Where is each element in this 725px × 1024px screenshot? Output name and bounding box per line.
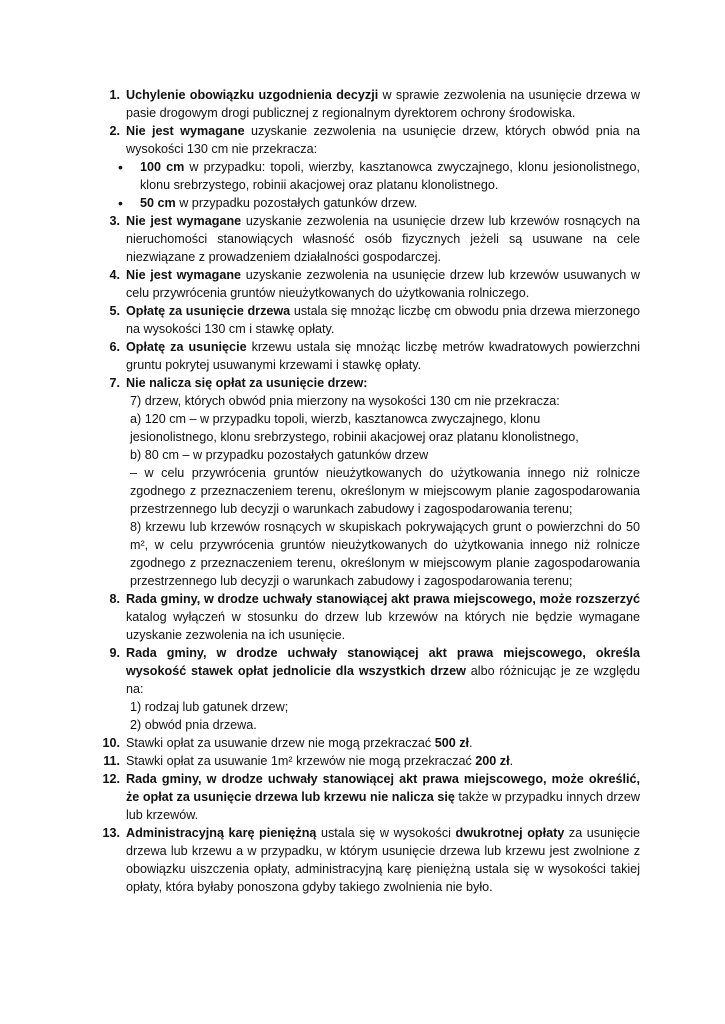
item-bold-text: Uchylenie obowiązku uzgodnienia decyzji	[126, 88, 379, 102]
item-number: 10.	[102, 736, 120, 750]
item-bold-text: Rada gminy, w drodze uchwały stanowiącej akt prawa miejscowego, może określić, że opłat za usunięcie drzewa lub krzewu nie nalicza się	[126, 772, 640, 804]
list-item-7	[92, 374, 640, 392]
bullet-item	[92, 194, 640, 212]
bullet-icon: •	[118, 195, 123, 211]
bullet-bold-text: 50 cm	[140, 196, 176, 210]
item-bold-text: Rada gminy, w drodze uchwały stanowiącej akt prawa miejscowego, określa wysokość stawek opłat jednolicie dla wszystkich drzew	[126, 646, 640, 678]
item-text: uzyskanie zezwolenia na usunięcie drzew lub krzewów rosnących na nieruchomości stanowiących własność osób fizycznych jeżeli są usuwane na cele niezwiązane z prowadzeniem działalności gospodarczej.	[126, 214, 640, 264]
bullet-item	[92, 158, 640, 194]
item-number: 5.	[109, 304, 120, 318]
item-bold-text: Administracyjną karę pieniężną	[126, 826, 317, 840]
item-text: Stawki opłat za usuwanie drzew nie mogą przekraczać	[126, 736, 435, 750]
item-text: uzyskanie zezwolenia na usunięcie drzew, których obwód pnia na wysokości 130 cm nie przekracza:	[126, 124, 640, 156]
item-text: katalog wyłączeń w stosunku do drzew lub krzewów na których nie będzie wymagane uzyskanie zezwolenia na ich usunięcie.	[126, 610, 640, 642]
item-bold-text-2: dwukrotnej opłaty	[455, 826, 565, 840]
list-item-5	[92, 302, 640, 338]
item-number: 11.	[103, 754, 120, 768]
item-bold-amount: 500 zł	[434, 736, 470, 750]
sub-line: b) 80 cm – w przypadku pozostałych gatunków drzew	[130, 448, 429, 462]
item-number: 3.	[109, 214, 120, 228]
item-text: w sprawie zezwolenia na usunięcie drzewa w pasie drogowym drogi publicznej z regionalnym dyrektorem ochrony środowiska.	[126, 88, 640, 120]
numbered-list	[92, 86, 640, 896]
item-number: 8.	[109, 592, 120, 606]
item-number: 2.	[109, 124, 120, 138]
item-bold-text: Nie nalicza się opłat za usunięcie drzew:	[126, 376, 368, 390]
item-bold-text: Nie jest wymagane	[126, 268, 242, 282]
sub-paragraph: – w celu przywrócenia gruntów nieużytkowanych do użytkowania innego niż rolnicze zgodnego z przeznaczeniem terenu, określonym w miejscowym planie zagospodarowania przestrzennego lub decyzji o warunkach zabudowy i zagospodarowania terenu;	[130, 466, 640, 516]
list-item-3	[92, 212, 640, 266]
bullet-bold-text: 100 cm	[140, 160, 185, 174]
item-text-end: .	[469, 736, 473, 750]
list-item-4	[92, 266, 640, 302]
item-text: także w przypadku innych drzew lub krzewów.	[126, 790, 640, 822]
sub-paragraph: 8) krzewu lub krzewów rosnących w skupiskach pokrywających grunt o powierzchni do 50 m², w celu przywrócenia gruntów nieużytkowanych do użytkowania innego niż rolnicze zgodnego z przeznaczeniem terenu, określonym w miejscowym planie zagospodarowania przestrzennego lub decyzji o warunkach zabudowy i zagospodarowania terenu;	[130, 520, 640, 588]
sub-line: jesionolistnego, klonu srebrzystego, robinii akacjowej oraz platanu klonolistnego,	[130, 430, 579, 444]
item-number: 9.	[109, 646, 120, 660]
list-item-12	[92, 770, 640, 824]
list-item-1	[92, 86, 640, 122]
sub-line: 2) obwód pnia drzewa.	[130, 718, 257, 732]
list-item-8	[92, 590, 640, 644]
item-number: 4.	[109, 268, 120, 282]
item-bold-text: Opłatę za usunięcie drzewa	[126, 304, 291, 318]
list-item-6	[92, 338, 640, 374]
item-bold-text: Rada gminy, w drodze uchwały stanowiącej akt prawa miejscowego, może rozszerzyć	[126, 592, 640, 606]
item-text: Stawki opłat za usuwanie 1m² krzewów nie mogą przekraczać	[126, 754, 476, 768]
list-item-9	[92, 644, 640, 698]
item-text-end: .	[509, 754, 514, 768]
item-text-end: za usunięcie drzewa lub krzewu a w przypadku, w którym usunięcie drzewa lub krzewu jest zwolnione z obowiązku uiszczenia opłaty, administracyjną karę pieniężną ustala się w wysokości takiej opłaty, która byłaby ponoszona gdyby takiego zwolnienia nie było.	[126, 826, 641, 894]
item-bold-text: Opłatę za usunięcie	[126, 340, 247, 354]
sub-line: a) 120 cm – w przypadku topoli, wierzb, kasztanowca zwyczajnego, klonu	[130, 412, 541, 426]
item-text: uzyskanie zezwolenia na usunięcie drzew lub krzewów usuwanych w celu przywrócenia gruntów nieużytkowanych do użytkowania rolniczego.	[126, 268, 641, 300]
item-text: albo różnicując je ze względu na:	[126, 664, 640, 696]
bullet-text: w przypadku: topoli, wierzby, kasztanowca zwyczajnego, klonu jesionolistnego, klonu srebrzystego, robinii akacjowej oraz platanu klonolistnego.	[140, 160, 641, 192]
sub-line: 1) rodzaj lub gatunek drzew;	[130, 700, 289, 714]
list-item-10	[92, 734, 640, 752]
item-text: ustala się mnożąc liczbę cm obwodu pnia drzewa mierzonego na wysokości 130 cm i stawkę opłaty.	[126, 304, 640, 336]
item-bold-text: Nie jest wymagane	[126, 214, 242, 228]
item-text: krzewu ustala się mnożąc liczbę metrów kwadratowych powierzchni gruntu pokrytej usuwanymi krzewami i stawkę opłaty.	[126, 340, 640, 372]
list-item-11	[92, 752, 640, 770]
list-item-2	[92, 122, 640, 158]
list-item-13	[92, 824, 640, 896]
item-bold-text: Nie jest wymagane	[126, 124, 245, 138]
sub-line: 7) drzew, których obwód pnia mierzony na wysokości 130 cm nie przekracza:	[130, 394, 560, 408]
item-text: ustala się w wysokości	[316, 826, 456, 840]
item-number: 1.	[109, 88, 120, 102]
item-number: 13.	[102, 826, 120, 840]
item-number: 12.	[102, 772, 120, 786]
bullet-icon: •	[118, 159, 123, 175]
item-number: 6.	[109, 340, 120, 354]
bullet-text: w przypadku pozostałych gatunków drzew.	[175, 196, 418, 210]
item-bold-amount: 200 zł	[475, 754, 510, 768]
item-number: 7.	[109, 376, 120, 390]
